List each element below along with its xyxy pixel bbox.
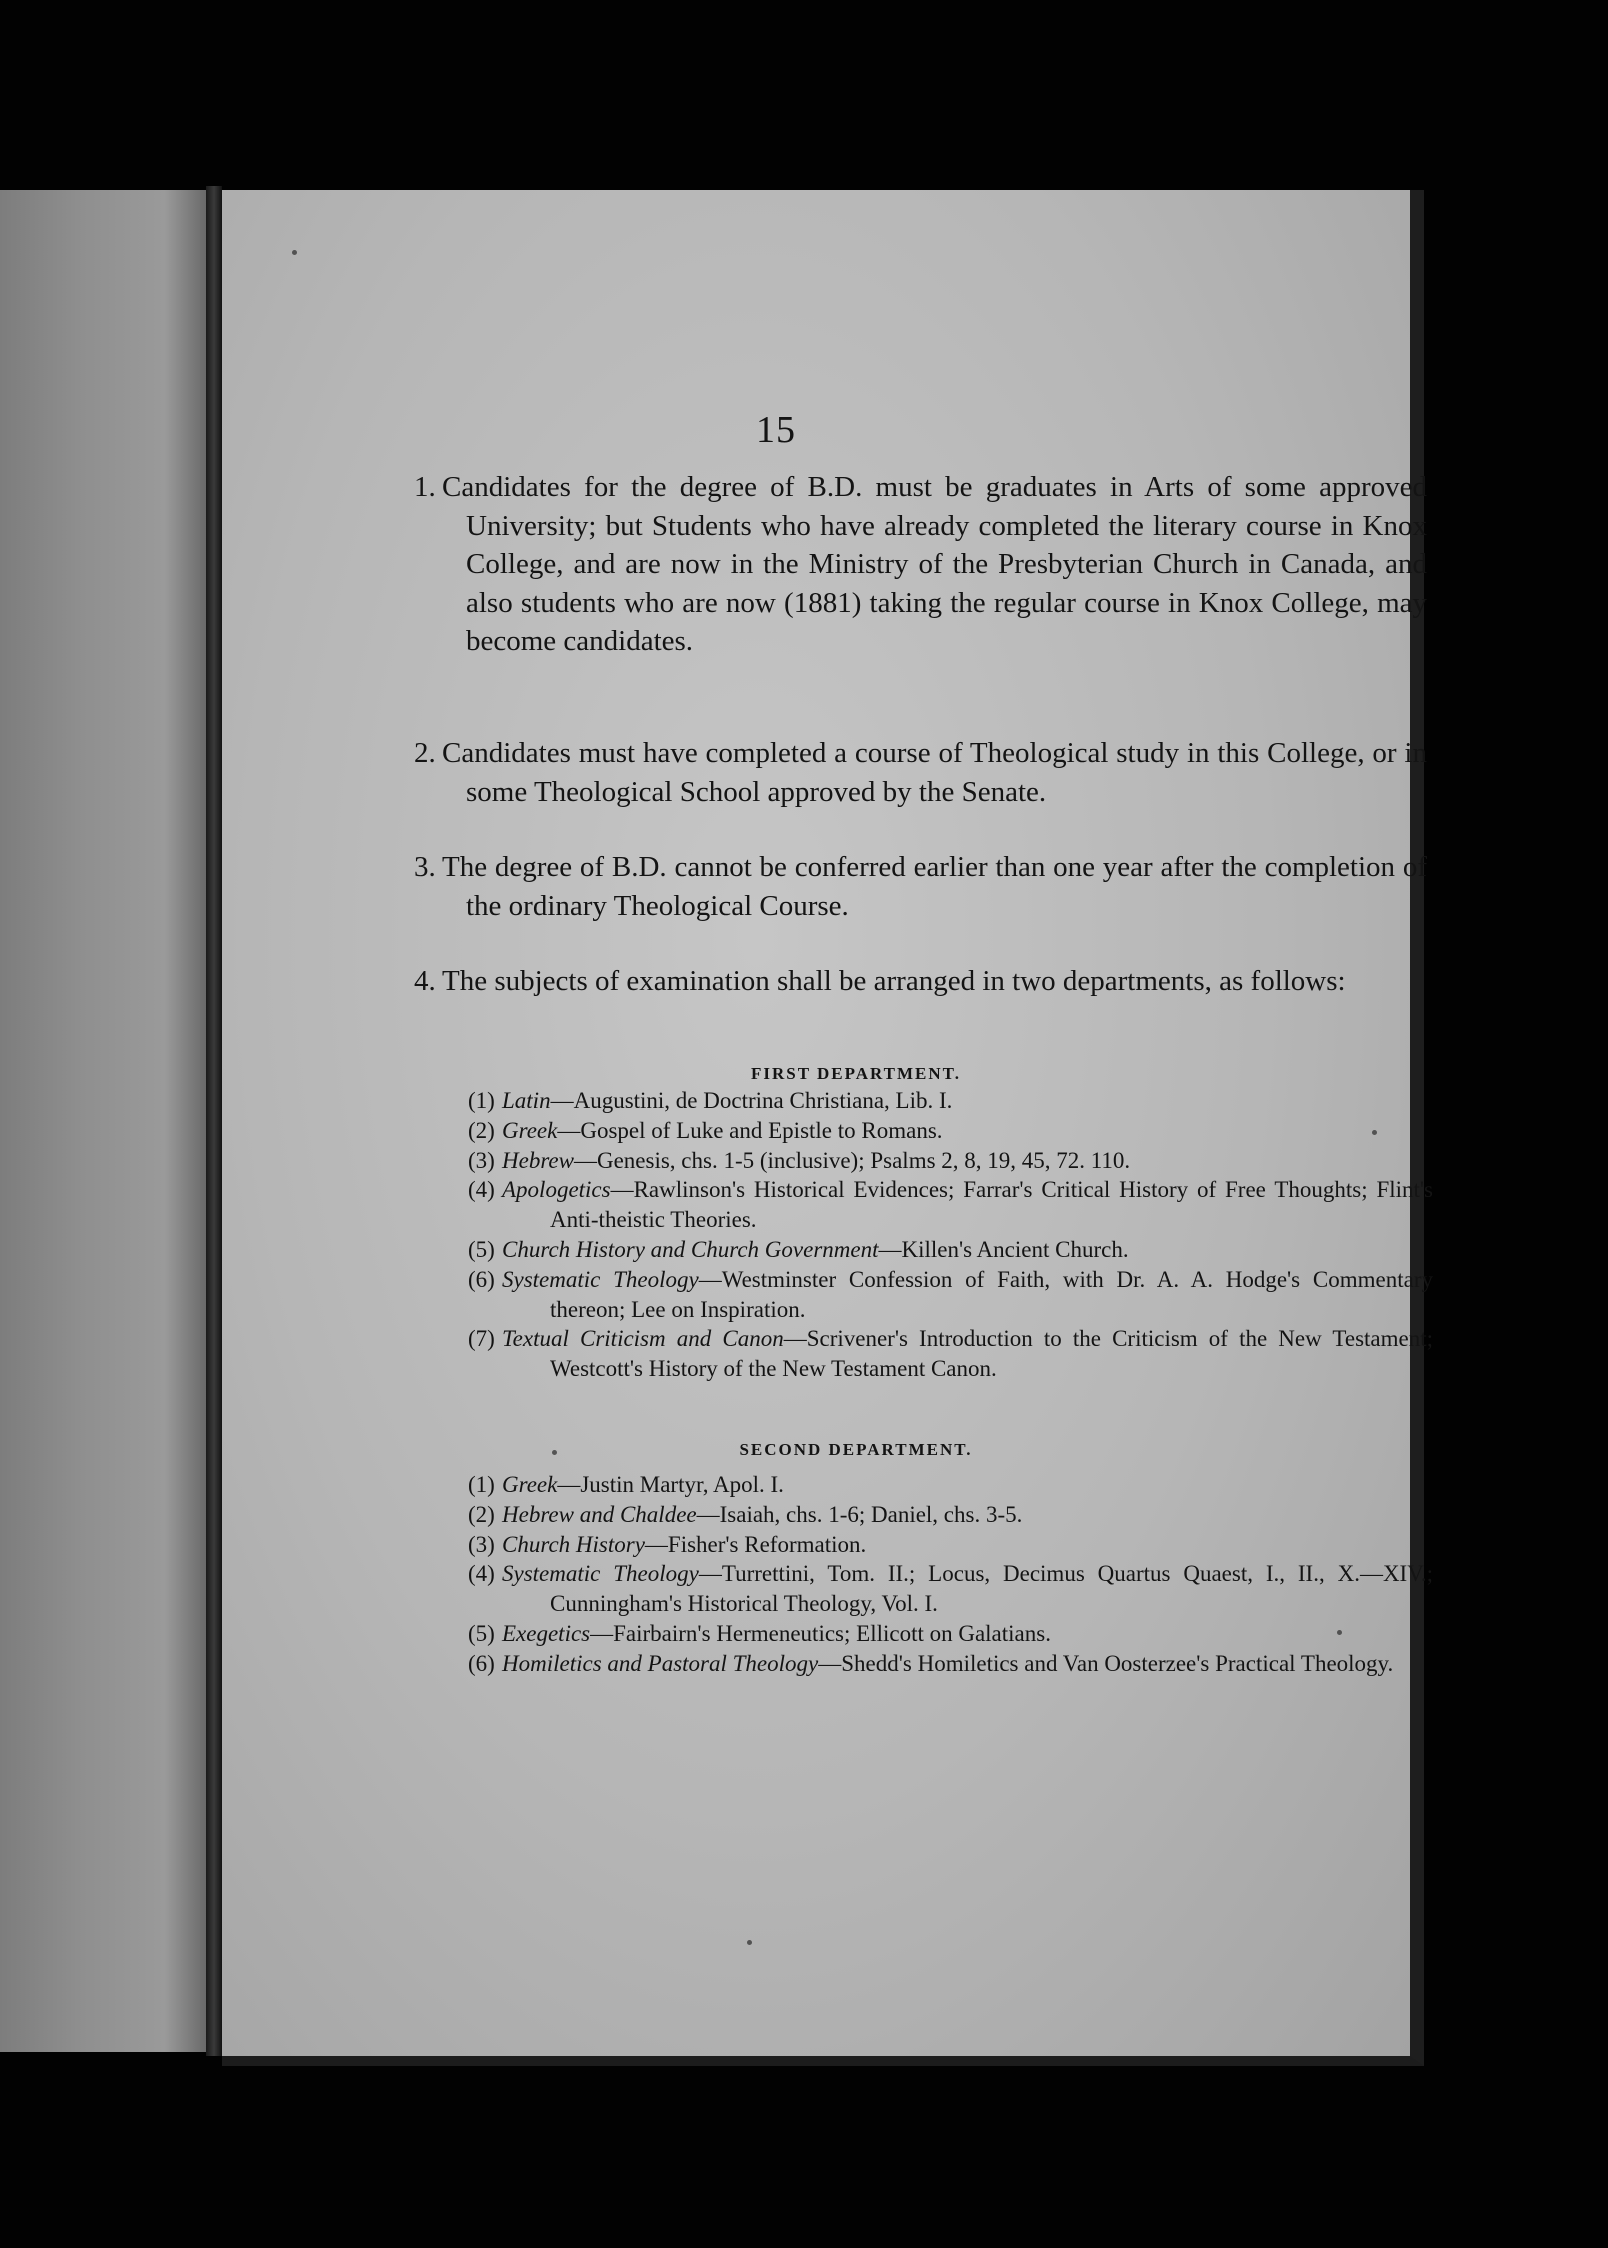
item-number: (6) (468, 1650, 495, 1676)
page-number: 15 (756, 409, 796, 451)
subject-readings: —Augustini, de Doctrina Christiana, Lib. I. (550, 1088, 953, 1113)
subject-readings: —Scrivener's Introduction to the Criticism of the New Testament; Westcott's History of the New Testament Canon. (550, 1326, 1434, 1382)
paragraph-body: Candidates for the degree of B.D. must be graduates in Arts of some approved University; but Students who have already completed the literary course in Knox College, and are now in the Ministry of the Presbyterian Church in Canada, and also students who are now (1881) taking the regular course in Knox College, may become candidates. (442, 471, 1427, 657)
subject-name: Textual Criticism and Canon (502, 1326, 784, 1352)
subject-item (440, 1559, 1433, 1619)
subject-item (440, 1619, 1433, 1649)
subject-name: Latin (502, 1088, 551, 1113)
second-department-list (440, 1470, 1433, 1679)
paragraph-number: 2. (414, 737, 436, 769)
subject-item (440, 1500, 1433, 1530)
item-number: (6) (468, 1266, 495, 1292)
subject-item (440, 1530, 1433, 1560)
document-page (222, 190, 1434, 2066)
item-number: (1) (468, 1472, 495, 1497)
item-number: (7) (468, 1326, 495, 1352)
item-number: (4) (468, 1561, 495, 1587)
subject-name: Systematic Theology (502, 1561, 699, 1587)
subject-name: Apologetics (502, 1177, 611, 1203)
paper-speck (292, 250, 297, 255)
paragraph-text (442, 468, 1427, 661)
subject-item (440, 1086, 1433, 1116)
subject-name: Exegetics (502, 1620, 591, 1646)
item-number: (3) (468, 1531, 495, 1557)
numbered-paragraph (414, 962, 1427, 1001)
subject-readings: —Fairbairn's Hermeneutics; Ellicott on Galatians. (590, 1620, 1051, 1646)
subject-name: Systematic Theology (502, 1266, 699, 1292)
facing-page-left (0, 190, 206, 2052)
book-gutter (206, 186, 222, 2056)
paragraph-body: The subjects of examination shall be arranged in two departments, as follows: (442, 965, 1346, 997)
item-number: (4) (468, 1177, 495, 1203)
paper-speck (747, 1940, 752, 1945)
subject-item (440, 1235, 1433, 1265)
item-number: (2) (468, 1117, 495, 1143)
item-number: (1) (468, 1088, 495, 1113)
item-number: (5) (468, 1620, 495, 1646)
subject-readings: —Killen's Ancient Church. (878, 1236, 1129, 1262)
subject-readings: —Isaiah, chs. 1-6; Daniel, chs. 3-5. (696, 1501, 1023, 1527)
item-number: (2) (468, 1501, 495, 1527)
subject-readings: —Justin Martyr, Apol. I. (557, 1472, 784, 1497)
first-department-list (440, 1086, 1433, 1384)
subject-readings: —Westminster Confession of Faith, with Dr. A. A. Hodge's Commentary thereon; Lee on Inspiration. (550, 1266, 1433, 1322)
subject-item (440, 1470, 1433, 1500)
subject-readings: —Turrettini, Tom. II.; Locus, Decimus Quartus Quaest, I., II., X.—XIV.; Cunningham's Historical Theology, Vol. I. (550, 1561, 1433, 1617)
paragraph-number: 1. (414, 471, 436, 503)
second-department-heading: SECOND DEPARTMENT. (739, 1440, 973, 1459)
subject-name: Church History and Church Government (502, 1236, 879, 1262)
subject-name: Greek (502, 1117, 558, 1143)
subject-name: Greek (502, 1472, 558, 1497)
numbered-paragraph (414, 734, 1427, 811)
paragraph-number: 4. (414, 965, 436, 997)
first-department-heading: FIRST DEPARTMENT. (750, 1064, 962, 1083)
subject-item (440, 1265, 1433, 1325)
subject-name: Church History (502, 1531, 645, 1557)
subject-readings: —Gospel of Luke and Epistle to Romans. (557, 1117, 943, 1143)
subject-item (440, 1649, 1433, 1679)
subject-name: Hebrew (502, 1147, 574, 1173)
subject-readings: —Shedd's Homiletics and Van Oosterzee's Practical Theology. (818, 1650, 1394, 1676)
item-number: (3) (468, 1147, 495, 1173)
paragraph-number: 3. (414, 851, 436, 883)
subject-item (440, 1324, 1433, 1384)
subject-name: Homiletics and Pastoral Theology (502, 1650, 819, 1676)
subject-item (440, 1116, 1433, 1146)
paragraph-body: The degree of B.D. cannot be conferred earlier than one year after the completion of the ordinary Theological Course. (442, 851, 1427, 922)
subject-name: Hebrew and Chaldee (502, 1501, 697, 1527)
numbered-paragraph (414, 848, 1427, 925)
subject-readings: —Fisher's Reformation. (644, 1531, 867, 1557)
subject-readings: —Genesis, chs. 1-5 (inclusive); Psalms 2, 8, 19, 45, 72. 110. (573, 1147, 1131, 1173)
paragraph-body: Candidates must have completed a course of Theological study in this College, or in some Theological School approved by the Senate. (442, 737, 1427, 808)
subject-item (440, 1146, 1433, 1176)
subject-item (440, 1175, 1433, 1235)
subject-readings: —Rawlinson's Historical Evidences; Farrar's Critical History of Free Thoughts; Flint's Anti-theistic Theories. (550, 1177, 1433, 1233)
numbered-paragraph (414, 468, 1427, 661)
item-number: (5) (468, 1236, 495, 1262)
